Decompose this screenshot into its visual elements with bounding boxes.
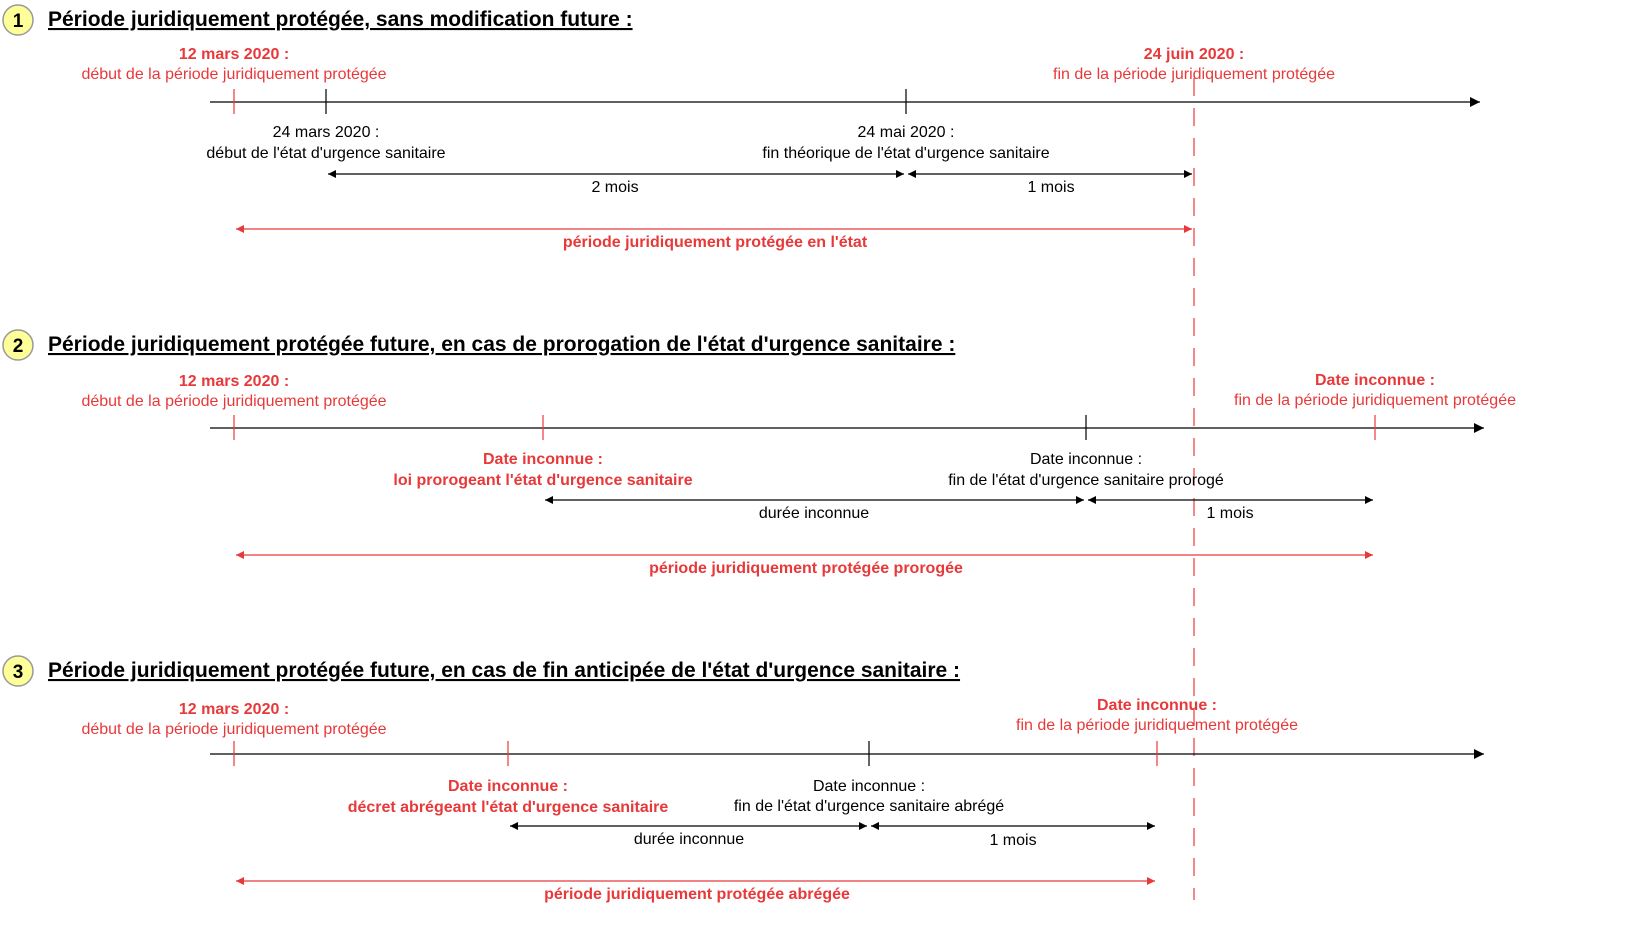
duration-a-label: 2 mois (591, 179, 639, 196)
end-desc: fin de la période juridiquement protégée (1016, 717, 1298, 734)
period-label: période juridiquement protégée prorogée (649, 560, 963, 577)
event-b-desc: fin de l'état d'urgence sanitaire prorogé (948, 472, 1224, 489)
start-date: 12 mars 2020 : (178, 701, 290, 718)
section-title: Période juridiquement protégée future, en cas de prorogation de l'état d'urgence sanitaire : (48, 333, 956, 356)
event-b-desc: fin théorique de l'état d'urgence sanitaire (762, 145, 1050, 162)
duration-b-label: 1 mois (989, 832, 1037, 849)
section-number: 2 (12, 336, 24, 357)
section-number: 3 (12, 662, 24, 683)
event-b-desc: fin de l'état d'urgence sanitaire abrégé (733, 798, 1005, 815)
section-1 (3, 5, 1480, 251)
section-title: Période juridiquement protégée, sans modification future : (48, 8, 633, 31)
event-b-date: Date inconnue : (1029, 451, 1143, 468)
end-desc: fin de la période juridiquement protégée (1053, 66, 1335, 83)
event-b-date: 24 mai 2020 : (857, 124, 955, 141)
event-a-date: 24 mars 2020 : (272, 124, 380, 141)
start-date: 12 mars 2020 : (178, 373, 290, 390)
section-title: Période juridiquement protégée future, en cas de fin anticipée de l'état d'urgence sanitaire : (48, 659, 961, 682)
end-date: Date inconnue : (1096, 697, 1218, 714)
end-desc: fin de la période juridiquement protégée (1234, 392, 1516, 409)
section-number: 1 (12, 11, 24, 32)
duration-a-label: durée inconnue (758, 505, 870, 522)
period-label: période juridiquement protégée abrégée (544, 886, 850, 903)
duration-b-label: 1 mois (1206, 505, 1254, 522)
event-a-desc: début de l'état d'urgence sanitaire (206, 145, 446, 162)
start-desc: début de la période juridiquement protégée (81, 721, 387, 738)
duration-b-label: 1 mois (1027, 179, 1075, 196)
event-b-date: Date inconnue : (812, 778, 926, 795)
end-date: 24 juin 2020 : (1143, 46, 1245, 63)
end-date: Date inconnue : (1314, 372, 1436, 389)
section-2 (3, 330, 1516, 577)
event-a-date: Date inconnue : (482, 451, 604, 468)
event-a-desc: décret abrégeant l'état d'urgence sanitaire (347, 799, 669, 816)
section-3 (3, 656, 1484, 903)
start-desc: début de la période juridiquement protégée (81, 66, 387, 83)
event-a-date: Date inconnue : (447, 778, 569, 795)
duration-a-label: durée inconnue (633, 831, 745, 848)
start-desc: début de la période juridiquement protégée (81, 393, 387, 410)
start-date: 12 mars 2020 : (178, 46, 290, 63)
event-a-desc: loi prorogeant l'état d'urgence sanitaire (393, 472, 693, 489)
period-label: période juridiquement protégée en l'état (562, 234, 868, 251)
